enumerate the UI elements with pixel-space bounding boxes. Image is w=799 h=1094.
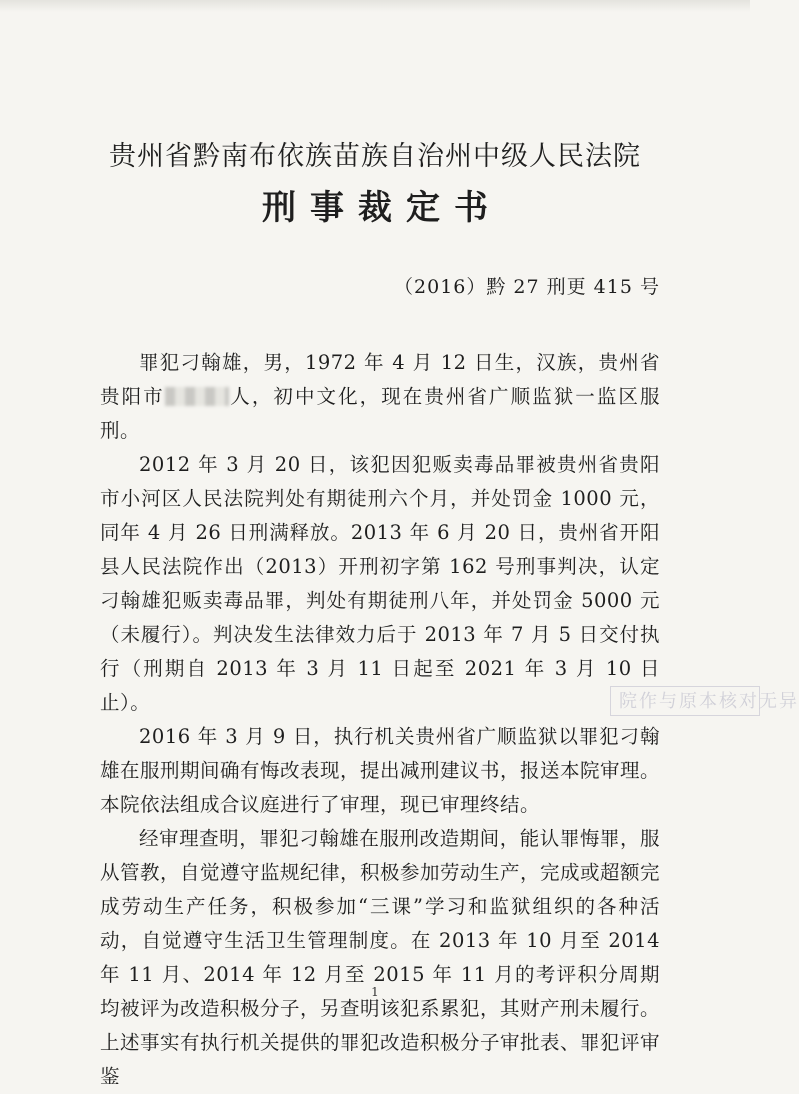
document-body: [100, 346, 660, 1094]
paragraph-commutation-proposal: 2016 年 3 月 9 日，执行机关贵州省广顺监狱以罪犯刁翰雄在服刑期间确有悔改表现，提出减刑建议书，报送本院审理。本院依法组成合议庭进行了审理，现已审理终结。: [100, 725, 661, 816]
document-type-title: 刑事裁定书: [262, 188, 502, 228]
paragraph-findings: 经审理查明，罪犯刁翰雄在服刑改造期间，能认罪悔罪，服从管教，自觉遵守监规纪律，积极参加劳动生产，完成或超额完成劳动生产任务，积极参加“三课”学习和监狱组织的各种活动，自觉遵守生活卫生管理制度。在 2013 年 10 月至 2014 年 11 月、2014 年 12 月至 2015 年 11 月的考评积分周期均被评为改造积极分子，另查明该犯系累犯，其财产刑未履行。上述事实有执行机关提供的罪犯改造积极分子审批表、罪犯评审鉴: [100, 827, 661, 1088]
defendant-info-text-cont: 人，初中文化，现在贵州省广顺监狱一监区服刑。: [100, 385, 660, 442]
faint-verification-stamp: 院作与原本核对无异: [610, 686, 760, 716]
case-number: （2016）黔 27 刑更 415 号: [394, 276, 660, 298]
redacted-text-block: [165, 387, 229, 406]
paragraph-criminal-history: 2012 年 3 月 20 日，该犯因犯贩卖毒品罪被贵州省贵阳市小河区人民法院判处有期徒刑六个月，并处罚金 1000 元，同年 4 月 26 日刑满释放。2013 年 6 月 20 日，贵州省开阳县人民法院作出（2013）开刑初字第 162 号刑事判决，认定刁翰雄犯贩卖毒品罪，判处有期徒刑八年，并处罚金 5000 元（未履行）。判决发生法律效力后于 2013 年 7 月 5 日交付执行（刑期自 2013 年 3 月 11 日起至 2021 年 3 月 10 日止）。: [100, 453, 660, 714]
scan-edge-shadow: [0, 0, 750, 12]
court-name: 贵州省黔南布依族苗族自治州中级人民法院: [109, 141, 641, 172]
page-number: 1: [371, 985, 379, 999]
paragraph-defendant-info: [100, 346, 660, 448]
defendant-info-text: 罪犯刁翰雄，男，1972 年 4 月 12 日生，汉族，贵州省贵阳市: [100, 351, 660, 408]
